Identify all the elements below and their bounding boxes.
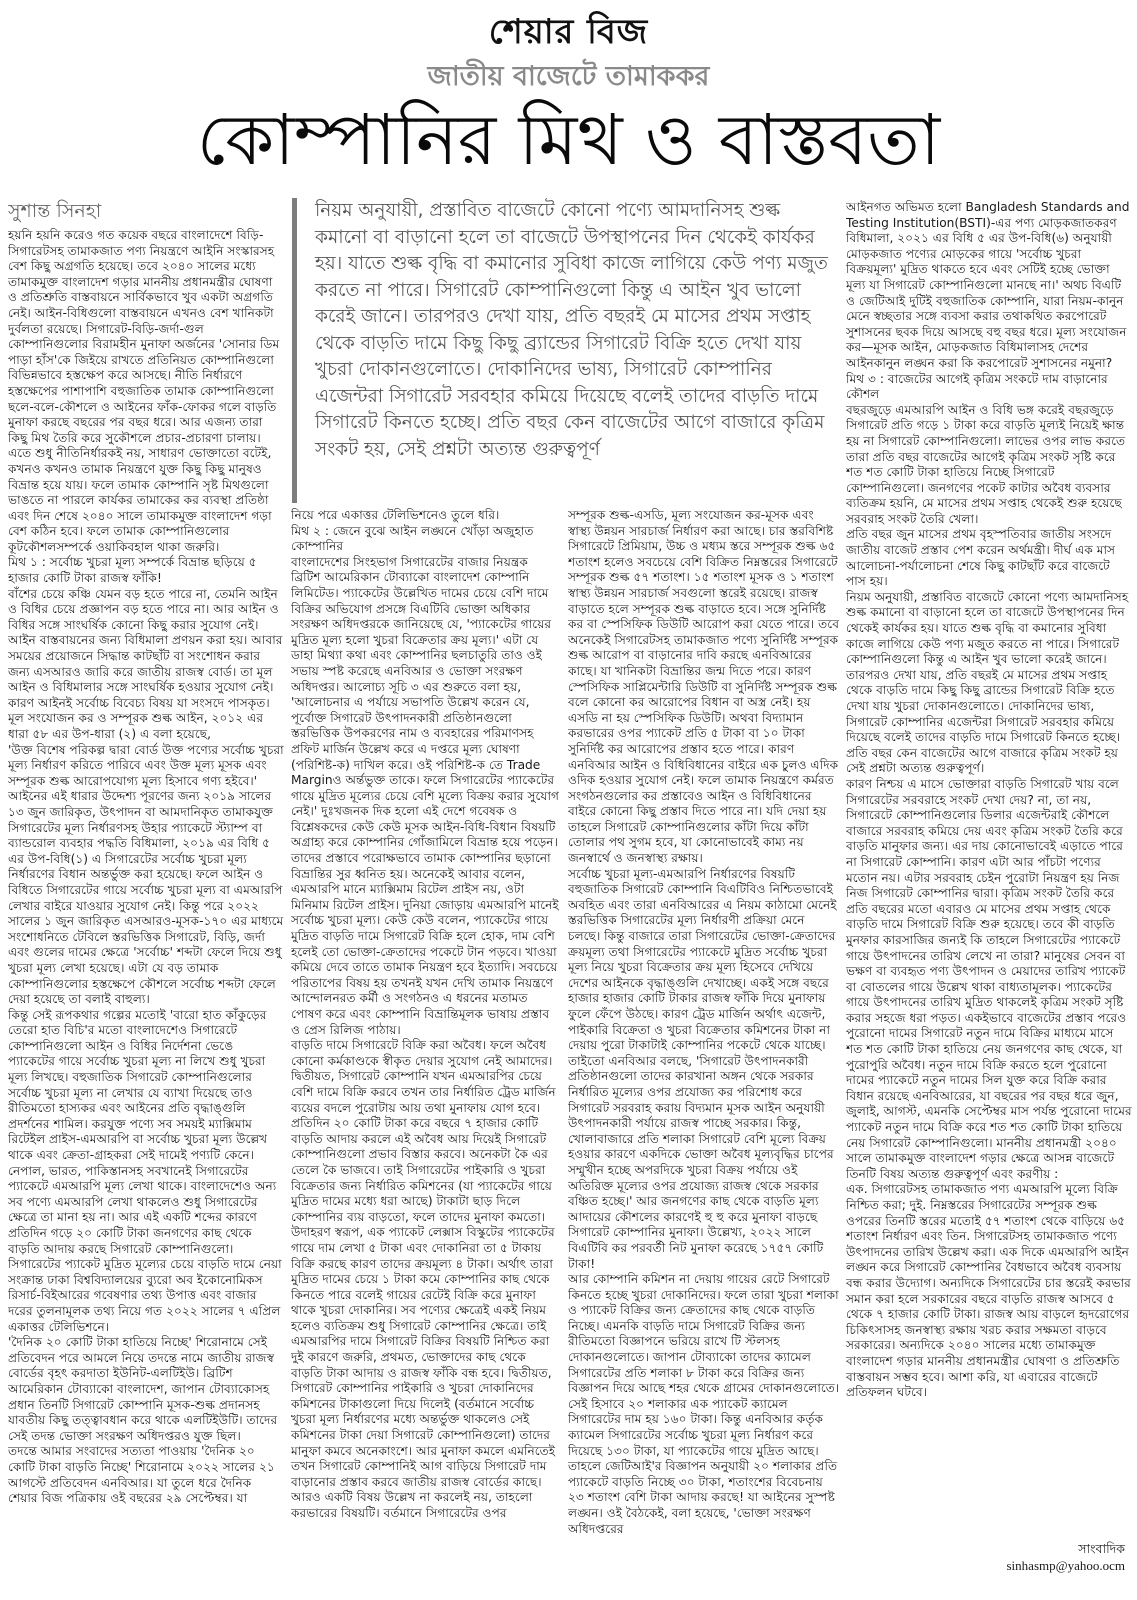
article-paragraph: এক. সিগারেটসহ তামাকজাত পণ্য এমআরপি মূল্যে বিক্রি নিশ্চিত করা; দুই. নিম্নস্তরের সিগারেটের সম্পূরক শুল্ক ওপরের তিনটি স্তরের মতোই ৫৭ শতাংশ থেকে বাড়িয়ে ৬৫ শতাংশ নির্ধারণ এবং তিন. সিগারেটসহ তামাকজাত পণ্যে উৎপাদনের তারিখ উল্লেখ করা। এক দিকে এমআরপি আইন লঙ্ঘন করে সিগারেট কোম্পানির বৈধভাবে অবৈধ ব্যবসায় বন্ধ করার উদ্যোগ। অন্যদিকে সিগারেটের চার স্তরেই করভার সমান করা হলে সরকারের বছরে বাড়তি রাজস্ব আসবে ৫ থেকে ৭ হাজার কোটি টাকা। রাজস্ব আয় বাড়লে হৃদরোগের চিকিৎসাসহ জনস্বাস্থ্য রক্ষায় খরচ করার সক্ষমতা বাড়বে সরকারের। অন্যদিকে ২০৪০ সালের মধ্যে তামাকমুক্ত বাংলাদেশ গড়ার মাননীয় প্রধানমন্ত্রীর ঘোষণা ও প্রতিশ্রুতি বাস্তবায়ন সম্ভব হবে। আশা করি, যা এবারের বাজেটে প্রতিফলন ঘটবে। xyxy=(846,1182,1131,1400)
article-column-1 xyxy=(8,198,284,1598)
article-paragraph: হয়নি হয়নি করেও গত কয়েক বছরে বাংলাদেশে বিড়ি-সিগারেটসহ তামাকজাত পণ্য নিয়ন্ত্রণে আইনি সংস্কারসহ বেশ কিছু অগ্রগতি হয়েছে। তবে ২০৪০ সালের মধ্যে তামাকমুক্ত বাংলাদেশ গড়ার মাননীয় প্রধানমন্ত্রীর ঘোষণা ও প্রতিশ্রুতি বাস্তবায়নে সার্বিকভাবে খুব একটা অগ্রগতি নেই। আইন-বিধিগুলো বাস্তবায়নে এখনও বেশ খানিকটা দুর্বলতা রয়েছে। সিগারেট-বিড়ি-জর্দা-গুল কোম্পানিগুলোর বিরামহীন মুনাফা অর্জনের 'সোনার ডিম পাড়া হাঁস'কে জিইয়ে রাখতে প্রতিনিয়ত কোম্পানিগুলো বিভিন্নভাবে হস্তক্ষেপ করে আসছে। নীতি নির্ধারণে হস্তক্ষেপের পাশাপাশি বহুজাতিক তামাক কোম্পানিগুলো ছলে-বলে-কৌশলে ও আইনের ফাঁক-ফোকর গলে বাড়তি মুনাফা করছে বছরের পর বছর ধরে। আর এজন্য তারা কিছু মিথ তৈরি করে সুকৌশলে প্রচার-প্রচারণা চালায়। এতে শুধু নীতিনির্ধারকই নয়, সাধারণ ভোক্তাতো বটেই, কখনও কখনও তামাক নিয়ন্ত্রণে যুক্ত কিছু কিছু মানুষও বিভ্রান্ত হয়ে যায়। ফলে তামাক কোম্পানি সৃষ্ট মিথগুলো ভাঙতে না পারলে কার্যকর তামাকের কর ব্যবস্থা প্রতিষ্ঠা এবং দিন শেষে ২০৪০ সালে তামাকমুক্ত বাংলাদেশ গড়া বেশ কঠিন হবে। ফলে তামাক কোম্পানিগুলোর কূটকৌশলসম্পর্কে ওয়াকিবহাল থাকা জরুরি। xyxy=(8,228,280,554)
article-column-4 xyxy=(846,200,1132,1550)
article-paragraph: বাড়তি দামে সিগারেটে বিক্রি করা অবৈধ। ফলে অবৈধ কোনো কর্মকাণ্ডকে স্বীকৃত দেয়ার সুযোগ নেই আমাদের। দ্বিতীয়ত, সিগারেট কোম্পানি যখন এমআরপির চেয়ে বেশি দামে বিক্রি করবে তখন তার নির্ধারিত ট্রেড মার্জিন ব্যয়ের বদলে পুরোটায় আয় তথা মুনাফায় যোগ হবে। প্রতিদিন ২০ কোটি টাকা করে বছরে ৭ হাজার কোটি বাড়তি আদায় করলে এই অবৈধ আয় দিয়েই সিগারেট কোম্পানিগুলো প্রভাব বিস্তার করবে। অনেকটা কৈ এর তেলে কৈ ভাজবে। তাই সিগারেটের পাইকারি ও খুচরা বিক্রেতার জন্য নির্ধারিত কমিশনের (যা প্যাকেটের গায়ে মুদ্রিত দামের মধ্যে ধরা আছে) টাকাটা ছাড় দিলে কোম্পানির ব্যয় বাড়তো, ফলে তাদের মুনাফা কমতো। উদাহরণ স্বরূপ, এক প্যাকেট লেক্সাস বিস্কুটের প্যাকেটের গায়ে দাম লেখা ৫ টাকা এবং দোকানিরা তা ৫ টাকায় বিক্রি করছে কারণ তাদের ক্রয়মূল্য ৪ টাকা। অর্থাৎ তারা মুদ্রিত দামের চেয়ে ১ টাকা কমে কোম্পানির কাছ থেকে কিনতে পারে বলেই গায়ের রেটেই বিক্রি করে মুনাফা থাকে খুচরা দোকানির। সব পণ্যের ক্ষেত্রেই একই নিয়ম হলেও ব্যতিক্রম শুধু সিগারেট কোম্পানির ক্ষেত্রে। তাই এমআরপির দামে সিগারেট বিক্রির বিষয়টি নিশ্চিত করা দুই কারণে জরুরি, প্রথমত, ভোক্তাদের কাছ থেকে বাড়তি টাকা আদায় ও রাজস্ব ফাঁকি বন্ধ হবে। দ্বিতীয়ত, সিগারেট কোম্পানির পাইকারি ও খুচরা দোকানিদের কমিশনের টাকাগুলো দিয়ে দিলেই (বর্তমানে সর্বোচ্চ খুচরা মূল্য নির্ধারণের মধ্যে অন্তর্ভুক্ত থাকলেও সেই কমিশনের টাকা দেয়া সিগারেট কোম্পানিগুলো) তাদের মানুফা কমবে অনেকাংশে। আর মুনাফা কমলে এমনিতেই তখন সিগারেট কোম্পানিই আগ বাড়িয়ে সিগারেট দাম বাড়ানোর প্রস্তাব করবে জাতীয় রাজস্ব বোর্ডের কাছে। xyxy=(291,1038,556,1489)
kicker: জাতীয় বাজেটে তামাককর xyxy=(427,61,710,92)
article-paragraph: 'দৈনিক ২০ কোটি টাকা হাতিয়ে নিচ্ছে' শিরোনামে সেই প্রতিবেদন পরে আমলে নিয়ে তদন্তে নামে জাতীয় রাজস্ব বোর্ডের বৃহৎ করদাতা ইউনিট-এলটিইউ। ব্রিটিশ আমেরিকান টোব্যাকো বাংলাদেশ, জাপান টোব্যাকোসহ প্রধান তিনটি সিগারেট কোম্পানি মূসক-শুল্ক প্রদানসহ যাবতীয় কিছু তত্ত্বাবধান করে থাকে এলটিইউটি। তাদের সেই তদন্ত ভোক্তা সংরক্ষণ অধিদপ্তরও যুক্ত ছিল। xyxy=(8,1335,278,1443)
article-paragraph: মিথ ২ : জেনে বুঝে আইন লঙ্ঘনে খোঁড়া অজুহাত কোম্পানির xyxy=(291,523,534,554)
article-paragraph: আরও একটি বিষয় উল্লেখ না করলেই নয়, তাহলো করভারের বিষয়টি। বর্তমানে সিগারেটের ওপর xyxy=(291,1490,533,1520)
column-body xyxy=(291,508,561,1522)
article-paragraph: বাংলাদেশের সিংহভাগ সিগারেটের বাজার নিয়ন্ত্রক ব্রিটিশ আমেরিকান টোব্যাকো বাংলাদেশ কোম্পানি লিমিটেড। প্যাকেটের উল্লেখিত দামের চেয়ে বেশি দামে বিক্রির অভিযোগ প্রসঙ্গে বিএটিবি ভোক্তা অধিকার সংরক্ষণ অধিদপ্তরকে জানিয়েছে যে, 'প্যাকেটের গায়ের মুদ্রিত মূল্য হলো খুচরা বিক্রেতার ক্রয় মূল্য।' এটা যে ডাহা মিথ্যা কথা এবং কোম্পানির ছলচাতুরি তাও ওই সভায় স্পষ্ট করেছে এনবিআর ও ভোক্তা সংরক্ষণ অধিদপ্তর। আলোচ্য সূচি ৩ এর শুরুতে বলা হয়, 'আলোচনার এ পর্যায়ে সভাপতি উল্লেখ করেন যে, পূর্বোক্ত সিগারেট উৎপাদনকারী প্রতিষ্ঠানগুলো স্তরভিত্তিক উপকরণের নাম ও ব্যবহারের পরিমাণসহ প্রফিট মার্জিন উল্লেখ করে এ দপ্তরে মূল্য ঘোষণা (পরিশিষ্ট-ক) দাখিল করে। ওই পরিশিষ্ট-ক তে Trade Marginও অর্ন্তভুক্ত তাকে। ফলে সিগারেটের প্যাকেটের গায়ে মুদ্রিত মূল্যের চেয়ে বেশি মূল্যে বিক্রয় করার সুযোগ নেই।' দুঃখজনক দিক হলো এই দেশে গবেষক ও বিশ্লেষকদের কেউ কেউ মূসক আইন-বিধি-বিধান বিষয়টি অগ্রাহ্য করে কোম্পানির গোঁজামিলে বিভ্রান্ত হয়ে পড়েন। তাদের প্রস্তাবে পরোক্ষভাবে তামাক কোম্পানির ছড়ানো বিভ্রান্তির সুর ধ্বনিত হয়। অনেকেই আবার বলেন, এমআরপি মানে ম্যাক্সিমাম রিটেল প্রাইস নয়, ওটা মিনিমাম রিটেল প্রাইস। দুনিয়া জোড়ায় এমআরপি মানেই সর্বোচ্চ খুচরা মূল্য। কেউ কেউ বলেন, প্যাকেটের গায়ে মুদ্রিত বাড়তি দামে সিগারেট বিক্রি হলে হোক, দাম বেশি হলেই তো ভোক্তা-ক্রেতাদের পকেটে টান পড়বে। খাওয়া কমিয়ে দেবে তাতে তামাক নিয়ন্ত্রণ হবে ইত্যাদি। সবচেয়ে পরিতাপের বিষয় হয় তখনই যখন দেখি তামাক নিয়ন্ত্রণে আন্দোলনরত কর্মী ও সংগঠনও এ ধরনের মতামত পোষণ করে এবং কোম্পানি বিভ্রান্তিমূলক ভাষায় প্রস্তাব ও প্রেস রিলিজ পাঠায়। xyxy=(291,554,559,1037)
column-body xyxy=(568,508,840,1537)
article-paragraph: আইনগত অভিমত হলো Bangladesh Standards and Testing Institution(BSTI)-এর পণ্য মোড়কজাতকরণ বিধিমালা, ২০২১ এর বিধি ৫ এর উপ-বিধি(৬) অনুযায়ী মোড়কজাত পণ্যের মোড়কের গায়ে 'সর্বোচ্চ খুচরা বিক্রয়মূল্য' মুদ্রিত থাকতে হবে এবং সেটিই হচ্ছে ভোক্তা মূল্য যা সিগারেট কোম্পানিগুলো মানছে না।' অথচ বিএটি ও জেটিআই দুটিই বহুজাতিক কোম্পানি, যারা নিয়ম-কানুন মেনে স্বচ্ছতার সঙ্গে ব্যবসা করার তথাকথিত করপোরেট সুশাসনের ছবক দিয়ে আসছে বহু বছর ধরে। মূল্য সংযোজন কর—মূসক আইন, মোড়কজাত বিধিমালাসহ দেশের আইনকানুন লঙ্ঘন করা কি করপোরেট সুশাসনের নমুনা? xyxy=(846,200,1130,370)
article-paragraph: মিথ ১ : সর্বোচ্চ খুচরা মূল্য সম্পর্কে বিভ্রান্ত ছড়িয়ে ৫ হাজার কোটি টাকা রাজস্ব ফাঁকি! xyxy=(8,555,257,586)
byline: সুশান্ত সিনহা xyxy=(8,200,102,222)
author-role: সাংবাদিক xyxy=(1078,1541,1125,1556)
author-email: sinhasmp@yahoo.ocm xyxy=(1006,1558,1125,1573)
article-column-3 xyxy=(568,508,840,1598)
article-paragraph: বাঁশের চেয়ে কঞ্চি যেমন বড় হতে পারে না, তেমনি আইন ও বিধির চেয়ে প্রজ্ঞাপন বড় হতে পারে না। আর আইন ও বিধির সঙ্গে সাংঘর্ষিক কোনো কিছু করার সুযোগ নেই। আইন বাস্তবায়নের জন্য বিধিমালা প্রণয়ন করা হয়। আবার সময়ের প্রয়োজনে সিদ্ধান্ত কাটছাঁট বা সংশোধন করার জন্য এসআরও জারি করে জাতীয় রাজস্ব বোর্ড। তা মূল আইন ও বিধিমালার সঙ্গে সাংঘর্ষিক হওয়ার সুযোগ নেই। কারণ আইনই সর্বোচ্চ বিবেচ্য বিষয় যা সংসদে পাসকৃত। মূল সংযোজন কর ও সম্পূরক শুল্ক আইন, ২০১২ এর ধারা ৫৮ এর উপ-ধারা (২) এ বলা হয়েছে, xyxy=(8,586,283,741)
headline: কোম্পানির মিথ ও বাস্তবতা xyxy=(196,99,941,181)
article-paragraph: আইনের এই ধারার উদ্দেশ্য পূরণের জন্য ২০১৯ সালের ১৩ জুন জারিকৃত, উৎপাদন বা আমদানিকৃত তামাকযুক্ত সিগারেটের মূল্য নির্ধারণসহ উহার প্যাকেটে স্ট্যাম্প বা ব্যান্ডরোল ব্যবহার পদ্ধতি বিধিমালা, ২০১৯ এর বিধি ৫ এর উপ-বিধি(১) এ সিগারেটের সর্বোচ্চ খুচরা মূল্য নির্ধারণের বিধান অন্তর্ভুক্ত করা হয়েছে। ফলে আইন ও বিধিতে সিগারেটের গায়ে সর্বোচ্চ খুচরা মূল্য বা এমআরপি লেখার বাইরে যাওয়ার সুযোগ নেই। কিন্তু পরে ২০২২ সালের ১ জুন জারিকৃত এসআরও-মূসক-১৭০ এর মাধ্যমে সংশোধনিতে টেবিলে স্তরভিত্তিক সিগারেট, বিড়ি, জর্দা এবং গুলের দামের ক্ষেত্রে 'সর্বোচ্চ' শব্দটা ফেলে দিয়ে শুধু খুচরা মূল্য লেখা হয়েছে। এটা যে বড় তামাক কোম্পানিগুলোর হস্তক্ষেপে কৌশলে সর্বোচ্চ শব্দটা ফেলে দেয়া হয়েছে তা বলাই বাহুল্য। xyxy=(8,789,284,1007)
newspaper-logo: শেয়ার বিজ xyxy=(488,12,649,52)
article-paragraph: নিয়ে পরে একাত্তর টেলিভিশনেও তুলে ধরি। xyxy=(291,508,500,522)
article-paragraph: কিন্তু সেই রূপকথার গল্পের মতোই 'বারো হাত কাঁকুড়ের তেরো হাত বিচি'র মতো বাংলাদেশেও সিগারেটে কোম্পানিগুলো আইন ও বিধির নির্দেশনা ভেঙে প্যাকেটের গায়ে সর্বোচ্চ খুচরা মূল্য না লিখে শুধু খুচরা মূল্য লিখছে। বহুজাতিক সিগারেট কোম্পানিগুলোর সর্বোচ্চ খুচরা মূল্য না লেখার যে ব্যাখা দিয়েছে তাও রীতিমতো হাস্যকর এবং আইনের প্রতি বৃদ্ধাঙ্গুলি প্রদর্শনের শামিল। করযুক্ত পণ্যে সব সময়ই ম্যাক্সিমাম রিটেইল প্রাইস-এমআরপি বা সর্বোচ্চ খুচরা মূল্য উল্লেখ থাকে এবং ক্রেতা-গ্রাহকরা সেই দামেই পণ্যটি কেনে। নেপাল, ভারত, পাকিস্তানসহ সবখানেই সিগারেটের প্যাকেটে এমআরপি মূল্য লেখা থাকে। বাংলাদেশেও অন্য সব পণ্যে এমআরপি লেখা থাকলেও শুধু সিগারেটের ক্ষেত্রে তা মানা হয় না। আর এই একটি শব্দের কারণে প্রতিদিন গড়ে ২০ কোটি টাকা জনগণের কাছ থেকে বাড়তি আদায় করছে সিগারেট কোম্পানিগুলো। সিগারেটের প্যাকেট মুদ্রিত মূল্যের চেয়ে বাড়তি দামে নেয়া সংক্রান্ত ঢাকা বিশ্ববিদ্যালয়ের ব্যুরো অব ইকোনোমিকস রিসার্চ-বিইআরের গবেষণার তথ্য উপাত্ত এবং বাজার দরের তুলনামূলক তথ্য নিয়ে গত ২০২২ সালের ৭ এপ্রিল একাত্তর টেলিভিশনে। xyxy=(8,1007,282,1334)
article-paragraph: আর কোম্পানি কমিশন না দেয়ায় গায়ের রেটে সিগারেট কিনতে হচ্ছে খুচরা দোকানিদের। ফলে তারা খুচরা শলাকা ও প্যাকেট বিক্রির জন্য ক্রেতাদের কাছ থেকে বাড়তি নিচ্ছে। এমনকি বাড়তি দামে সিগারেট বিক্রির জন্য রীতিমতো বিজ্ঞাপনে ভরিয়ে রাখে টি স্টলসহ দোকানগুলোতে। জাপান টোব্যাকো তাদের ক্যামেল সিগারেটের প্রতি শলাকা ৮ টাকা করে বিক্রির জন্য বিজ্ঞাপন দিয়ে আছে শহর থেকে গ্রামের দোকানগুলোতে। সেই হিসাবে ২০ শলাকার এক প্যাকেট ক্যামেল সিগারেটের দাম হয় ১৬০ টাকা। কিন্তু এনবিআর কর্তৃক ক্যামেল সিগারেটের সর্বোচ্চ খুচরা মূল্য নির্ধারণ করে দিয়েছে ১৩০ টাকা, যা প্যাকেটের গায়ে মুদ্রিত আছে। তাহলে জেটিআই'র বিজ্ঞাপন অনুযায়ী ২০ শলাকার প্রতি প্যাকেটে বাড়তি নিচ্ছে ৩০ টাকা, শতাংশের বিবেচনায় ২৩ শতাংশ বেশি টাকা আদায় করছে! যা আইনের সুস্পষ্ট লঙ্ঘন। ওই বৈঠকেই, বলা হয়েছে, 'ভোক্তা সংরক্ষণ অধিদপ্তরের xyxy=(568,1272,840,1536)
article-paragraph: 'উক্ত বিশেষ পরিকল্প দ্বারা বোর্ড উক্ত পণ্যের সর্বোচ্চ খুচরা মূল্য নির্ধারণ করিতে পারিবে এবং উক্ত মূল্য মূসক এবং সম্পূরক শুল্ক আরোপযোগ্য মূল্য হিসাবে গণ্য হইবে।' xyxy=(8,742,284,788)
article-paragraph: তদন্তে আমার সংবাদের সত্যতা পাওয়ায় 'দৈনিক ২০ কোটি টাকা বাড়তি নিচ্ছে' শিরোনামে ২০২২ সালের ২১ আগস্টে প্রতিবেদন এনবিআর। যা তুলে ধরে দৈনিক শেয়ার বিজ পত্রিকায় ওই বছরের ২৯ সেপ্টেম্বর। যা xyxy=(8,1444,275,1506)
article-paragraph: বছরজুড়ে এমআরপি আইন ও বিধি ভঙ্গ করেই বছরজুড়ে সিগারেট প্রতি গড়ে ১ টাকা করে বাড়তি মূল্যই নিয়েই ক্ষান্ত হয় না সিগারেট কোম্পানিগুলো। লাভের ওপর লাভ করতে তারা প্রতি বছর বাজেটের আগেই কৃত্রিম সংকট সৃষ্টি করে শত শত কোটি টাকা হাতিয়ে নিচ্ছে সিগারেট কোম্পানিগুলো। জনগণের পকেট কাটার অবৈধ ব্যবসার ব্যতিক্রম হয়নি, মে মাসের প্রথম সপ্তাহ থেকেই শুরু হয়েছে সরবরাহ সংকট তৈরি খেলা। xyxy=(846,402,1126,526)
article-paragraph: প্রতি বছর জুন মাসের প্রথম বৃহস্পতিবার জাতীয় সংসদে জাতীয় বাজেট প্রস্তাব পেশ করেন অর্থমন্ত্রী। দীর্ঘ এক মাস আলোচনা-পর্যালোচনা শেষে কিছু কাটছাঁট করে বাজেটে পাস হয়। xyxy=(846,527,1116,589)
article-paragraph: নিয়ম অনুযায়ী, প্রস্তাবিত বাজেটে কোনো পণ্যে আমদানিসহ শুল্ক কমানো বা বাড়ানো হলে তা বাজেটে উপস্থাপনের দিন থেকেই কার্যকর হয়। যাতে শুল্ক বৃদ্ধি বা কমানোর সুবিধা কাজে লাগিয়ে কেউ পণ্য মজুত করতে না পারে। সিগারেট কোম্পানিগুলো কিন্তু এ আইন খুব ভালো করেই জানে। তারপরও দেখা যায়, প্রতি বছরই মে মাসের প্রথম সপ্তাহ থেকে বাড়তি দামে কিছু কিছু ব্রান্ডের সিগারেট বিক্রি হতে দেখা যায় খুচরা দোকানগুলোতে। দোকানিদের ভাষ্য, সিগারেট কোম্পানির এজেন্টরা সিগারেট সরবহার কমিয়ে দিয়েছে বলেই তাদের বাড়তি দামে সিগারেট কিনতে হচ্ছে। প্রতি বছর কেন বাজেটের আগে বাজারে কৃত্রিম সংকট হয় সেই প্রশ্নটা অত্যন্ত গুরুত্বপূর্ণ। xyxy=(846,589,1129,776)
column-body xyxy=(8,228,284,1507)
article-column-2 xyxy=(291,508,561,1598)
article-paragraph: সর্বোচ্চ খুচরা মূল্য-এমআরপি নির্ধারণের বিষয়টি বহুজাতিক সিগারেট কোম্পানি বিএটিবিও নিশ্চিতভাবেই অবহিত এবং তারা এনবিআরের এ নিয়ম কাঠামো মেনেই স্তরভিত্তিক সিগারেটের মূল্য নির্ধারণী প্রক্রিয়া মেনে চলছে। কিন্তু বাজারে তারা সিগারেটের ভোক্তা-ক্রেতাদের ক্রয়মূল্য তথা সিগারেটের প্যাকেটে মুদ্রিত সর্বোচ্চ খুচরা মূল্য নিয়ে খুচরা বিক্রেতার ক্রয় মূল্য হিসেবে দেখিয়ে দেশের আইনকে বৃদ্ধাঙ্গুলি দেখাচ্ছে। একই সঙ্গে বছরে হাজার হাজার কোটি টাকার রাজস্ব ফাঁকি দিয়ে মুনাফায় ফুলে ফেঁপে উঠছে। কারণ ট্রেড মার্জিন অর্থাৎ এজেন্ট, পাইকারি বিক্রেতা ও খুচরা বিক্রেতার কমিশনের টাকা না দেয়ায় পুরো টাকাটাই কোম্পানির পকেটে থেকে যাচ্ছে। তাইতো এনবিআর বলছে, 'সিগারেট উৎপাদনকারী প্রতিষ্ঠানগুলো তাদের কারখানা অঙ্গন থেকে সরকার নির্ধারিত মূল্যের ওপর প্রযোজ্য কর পরিশোধ করে সিগারেট সরবরাহ করায় বিদ্যমান মূসক আইন অনুযায়ী উৎপাদনকারী পর্যায়ে রাজস্ব পাচ্ছে সরকার। কিন্তু, খোলাবাজারে প্রতি শলাকা সিগারেট বেশি মূল্যে বিক্রয় হওয়ার কারণে একদিকে ভোক্তা অবৈধ মূল্যবৃদ্ধির চাপের সম্মুখীন হচ্ছে অপরদিকে খুচরা বিক্রয় পর্যায়ে ওই অতিরিক্ত মূল্যের ওপর প্রযোজ্য রাজস্ব থেকে সরকার বঞ্চিত হচ্ছে।' আর জনগণের কাছ থেকে বাড়তি মূল্য আদায়ের কৌশলের কারণেই হু হু করে মুনাফা বাড়ছে সিগারেট কোম্পানির মুনাফা। উল্লেখ্য, ২০২২ সালে বিএটিবি কর পরবর্তী নিট মুনাফা করেছে ১৭৫৭ কোটি টাকা! xyxy=(568,866,837,1271)
article-paragraph: কারণ নিশ্চয় এ মাসে ভোক্তারা বাড়তি সিগারেট খায় বলে সিগারেটের সরবরাহে সংকট দেখা দেয়? না, তা নয়, সিগারেটে কোম্পানিগুলোর ডিলার এজেন্টরাই কৌশলে বাজারে সরবরাহ কমিয়ে দেয় এবং কৃত্রিম সংকট তৈরি করে বাড়তি মানুফার জন্য। এর দায় কোনোভাবেই এড়াতে পারে না সিগারেট কোম্পানি। কারণ এটা আর পাঁচটা পণ্যের মতোন নয়। এটার সরবরাহ চেইন পুরোটা নিয়ন্ত্রণ হয় নিজ নিজ সিগারেট কোম্পানির দ্বারা। কৃত্রিম সংকট তৈরি করে প্রতি বছরের মতো এবারও মে মাসের প্রথম সপ্তাহ থেকে বাড়তি দামে সিগারেট বিক্রি শুরু হয়েছে। তবে কী বাড়তি মুনফার কারসাজির জন্যই কি তাহলে সিগারেটের প্যাকেটে গায়ে উৎপাদনের তারিখ লেখে না তারা? মানুষের সেবন বা ভক্ষণ বা ব্যবহৃত পণ্য উৎপাদন ও মেয়াদের তারিখ প্যাকেট বা বোতলের গায়ে উল্লেখ থাকা বাধ্যতামূলক। প্যাকেটের গায়ে উৎপাদনের তারিখ মুদ্রিত থাকলেই কৃত্রিম সংকট সৃষ্টি করার সহজে ধরা পড়ত। একইভাবে বাজেটের প্রস্তাব পরেও পুরোনো দামের সিগারেট নতুন দামে বিক্রির মাধ্যমে মাসে শত শত কোটি টাকা হাতিয়ে নেয় জনগণের কাছ থেকে, যা পুরোপুরি অবৈধ। নতুন দামে বিক্রি করতে হলে পুরোনো দামের প্যাকেটে নতুন দামের সিল যুক্ত করে বিক্রি করার বিধান রয়েছে এনবিআরের, যা বছরের পর বছর ধরে জুন, জুলাই, আগস্ট, এমনকি সেপ্টেম্বর মাস পর্যন্ত পুরোনো দামের প্যাকেট নতুন দামে বিক্রি করে শত শত কোটি টাকা হাতিয়ে নেয় সিগারেট কোম্পানিগুলো। মাননীয় প্রধানমন্ত্রী ২০৪০ সালে তামাকমুক্ত বাংলাদেশ গড়ার ক্ষেত্রে আসন্ন বাজেটে তিনটি বিষয় অত্যন্ত গুরুত্বপূর্ণ এবং করণীয় : xyxy=(846,776,1132,1181)
article-paragraph: মিথ ৩ : বাজেটের আগেই কৃত্রিম সংকটে দাম বাড়ানোর কৌশল xyxy=(846,371,1108,402)
article-paragraph: সম্পূরক শুল্ক-এসডি, মূল্য সংযোজন কর-মূসক এবং স্বাস্থ্য উন্নয়ন সারচার্জ নির্ধারণ করা আছে। চার স্তরবিশিষ্ট সিগারেটে প্রিমিয়াম, উচ্চ ও মধ্যম স্তরে সম্পূরক শুল্ক ৬৫ শতাংশ হলেও সবচেয়ে বেশি বিক্রিত নিম্নস্তরের সিগারেটে সম্পূরক শুল্ক ৫৭ শতাংশ। ১৫ শতাংশ মূসক ও ১ শতাংশ স্বাস্থ্য উন্নয়ন সারচার্জ সবগুলো স্তরেই রয়েছে। রাজস্ব বাড়াতে হলে সম্পূরক শুল্ক বাড়াতে হবে। সঙ্গে সুনির্দিষ্ট কর বা স্পেসিফিক ডিউটি আরোপ করা যেতে পারে। তবে অনেকেই সিগারেটসহ তামাকজাত পণ্যে সুনির্দিষ্ট সম্পূরক শুল্ক আরোপ বা বাড়ানোর দাবি করছে এনবিআরের কাছে। যা খানিকটা বিভ্রান্তির জন্ম দিতে পরে। কারণ স্পেসিফিক সাপ্লিমেন্টারি ডিউটি বা সুনির্দিষ্ট সম্পূরক শুল্ক বলে কোনো কর আরোপের বিধান বা অস্ত্র নেই। হয় এসডি না হয় স্পেসিফিক ডিউটি। অথবা বিদ্যামান করভারের ওপর প্যাকেট প্রতি ৫ টাকা বা ১০ টাকা সুনির্দিষ্ট কর আরোপের প্রস্তাব হতে পারে। কারণ এনবিআর আইন ও বিধিবিধানের বাইরে এক চুলও এদিক ওদিক হওয়ার সুযোগ নেই। ফলে তামাক নিয়ন্ত্রণে কর্মরত সংগঠনগুলোর কর প্রস্তাবেও আইন ও বিধিবিধানের বাইরে কোনো কিছু প্রস্তাব দিতে পারে না। যদি দেয়া হয় তাহলে সিগারেট কোম্পানিগুলোর কাঁটা দিয়ে কাঁটা তোলার পথ সুগম হবে, যা কোনোভাবেই কাম্য নয় জনস্বার্থে ও জনস্বাস্থ্য রক্ষায়। xyxy=(568,508,839,866)
author-signature xyxy=(1007,1540,1126,1574)
column-body xyxy=(846,200,1132,1401)
pull-quote: নিয়ম অনুযায়ী, প্রস্তাবিত বাজেটে কোনো পণ্যে আমদানিসহ শুল্ক কমানো বা বাড়ানো হলে তা বাজেটে উপস্থাপনের দিন থেকেই কার্যকর হয়। যাতে শুল্ক বৃদ্ধি বা কমানোর সুবিধা কাজে লাগিয়ে কেউ পণ্য মজুত করতে না পারে। সিগারেট কোম্পানিগুলো কিন্তু এ আইন খুব ভালো করেই জানে। তারপরও দেখা যায়, প্রতি বছরই মে মাসের প্রথম সপ্তাহ থেকে বাড়তি দামে কিছু কিছু ব্র্যান্ডের সিগারেট বিক্রি হতে দেখা যায় খুচরা দোকানগুলোতে। দোকানিদের ভাষ্য, সিগারেট কোম্পানির এজেন্টরা সিগারেট সরবহার কমিয়ে দিয়েছে বলেই তাদের বাড়তি দামে সিগারেট কিনতে হচ্ছে। প্রতি বছর কেন বাজেটের আগে বাজারে কৃত্রিম সংকট হয়, সেই প্রশ্নটা অত্যন্ত গুরুত্বপূর্ণ xyxy=(292,198,837,503)
